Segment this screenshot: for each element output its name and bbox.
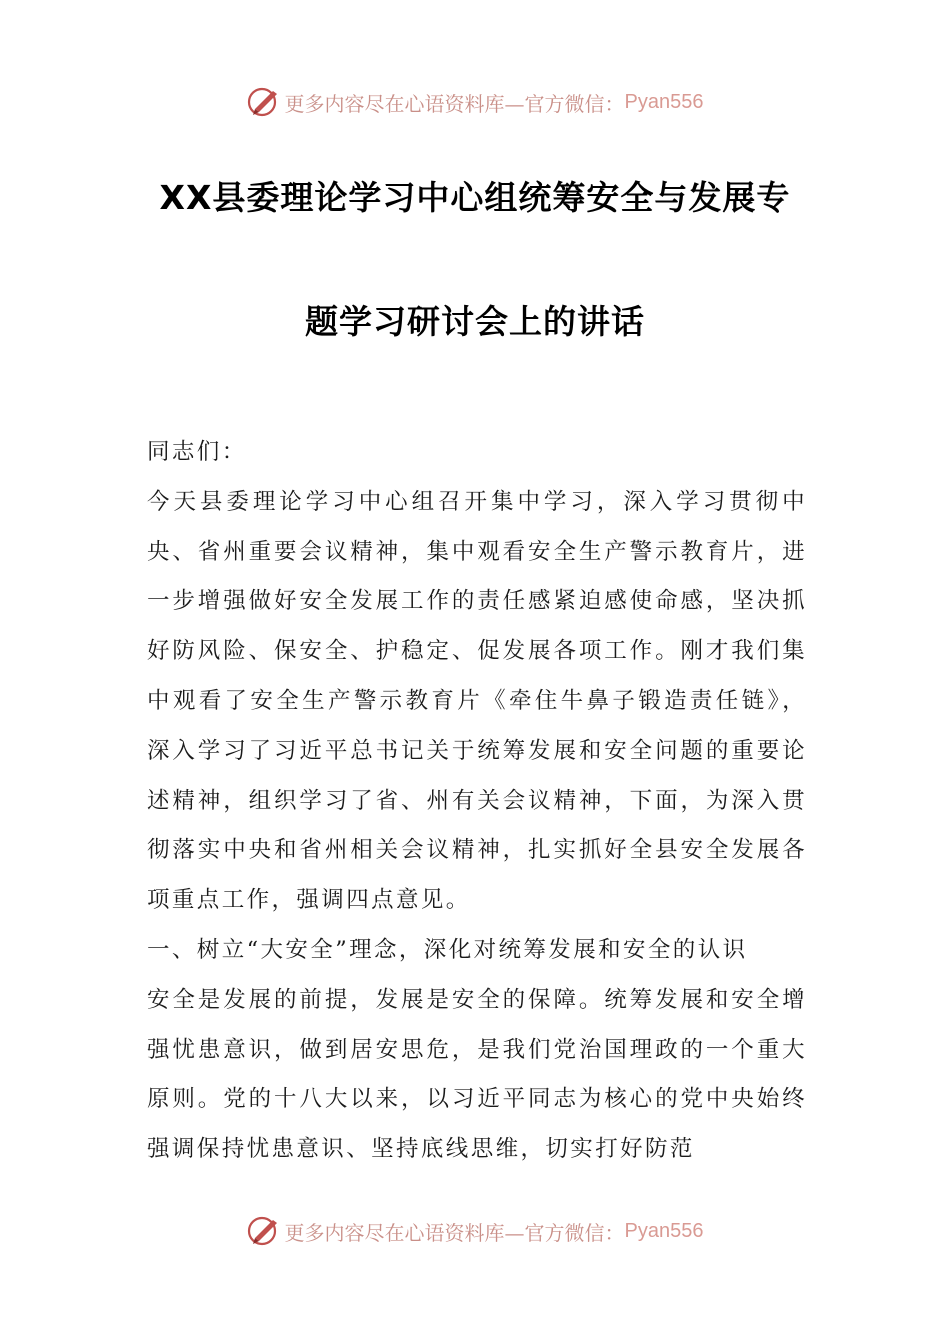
- document-title-line-2: 题学习研讨会上的讲话: [305, 302, 645, 341]
- pen-logo-icon: [247, 1214, 281, 1248]
- banner-wechat-label: 官方微信：: [524, 91, 625, 116]
- banner-wechat-id: Pyan556: [624, 1219, 704, 1242]
- banner-text: 更多内容尽在心语资料库—: [284, 1220, 525, 1245]
- footer-watermark-banner: [0, 1209, 950, 1253]
- header-watermark-banner: [0, 80, 950, 124]
- paragraph: 今天县委理论学习中心组召开集中学习，深入学习贯彻中央、省州重要会议精神，集中观看安全生产警示教育片，进一步增强做好安全发展工作的责任感紧迫感使命感，坚决抓好防风险、保安全、护稳定、促发展各项工作。刚才我们集中观看了安全生产警示教育片《牵住牛鼻子锻造责任链》，深入学习了习近平总书记关于统筹发展和安全问题的重要论述精神，组织学习了省、州有关会议精神，下面，为深入贯彻落实中央和省州相关会议精神，扎实抓好全县安全发展各项重点工作，强调四点意见。: [147, 488, 807, 914]
- paragraph: 安全是发展的前提，发展是安全的保障。统筹发展和安全增强忧患意识，做到居安思危，是我们党治国理政的一个重大原则。党的十八大以来，以习近平同志为核心的党中央始终强调保持忧患意识、坚持底线思维，切实打好防范: [147, 986, 807, 1163]
- banner-wechat-label: 官方微信：: [524, 1220, 625, 1245]
- document-body: [147, 428, 807, 1175]
- banner-wechat-id: Pyan556: [624, 90, 704, 113]
- section-heading: 一、树立“大安全”理念，深化对统筹发展和安全的认识: [147, 936, 748, 963]
- salutation: 同志们：: [147, 439, 247, 465]
- document-title-line-1: XX县委理论学习中心组统筹安全与发展专: [159, 178, 791, 217]
- pen-logo-icon: [247, 85, 281, 119]
- banner-text: 更多内容尽在心语资料库—: [284, 91, 525, 116]
